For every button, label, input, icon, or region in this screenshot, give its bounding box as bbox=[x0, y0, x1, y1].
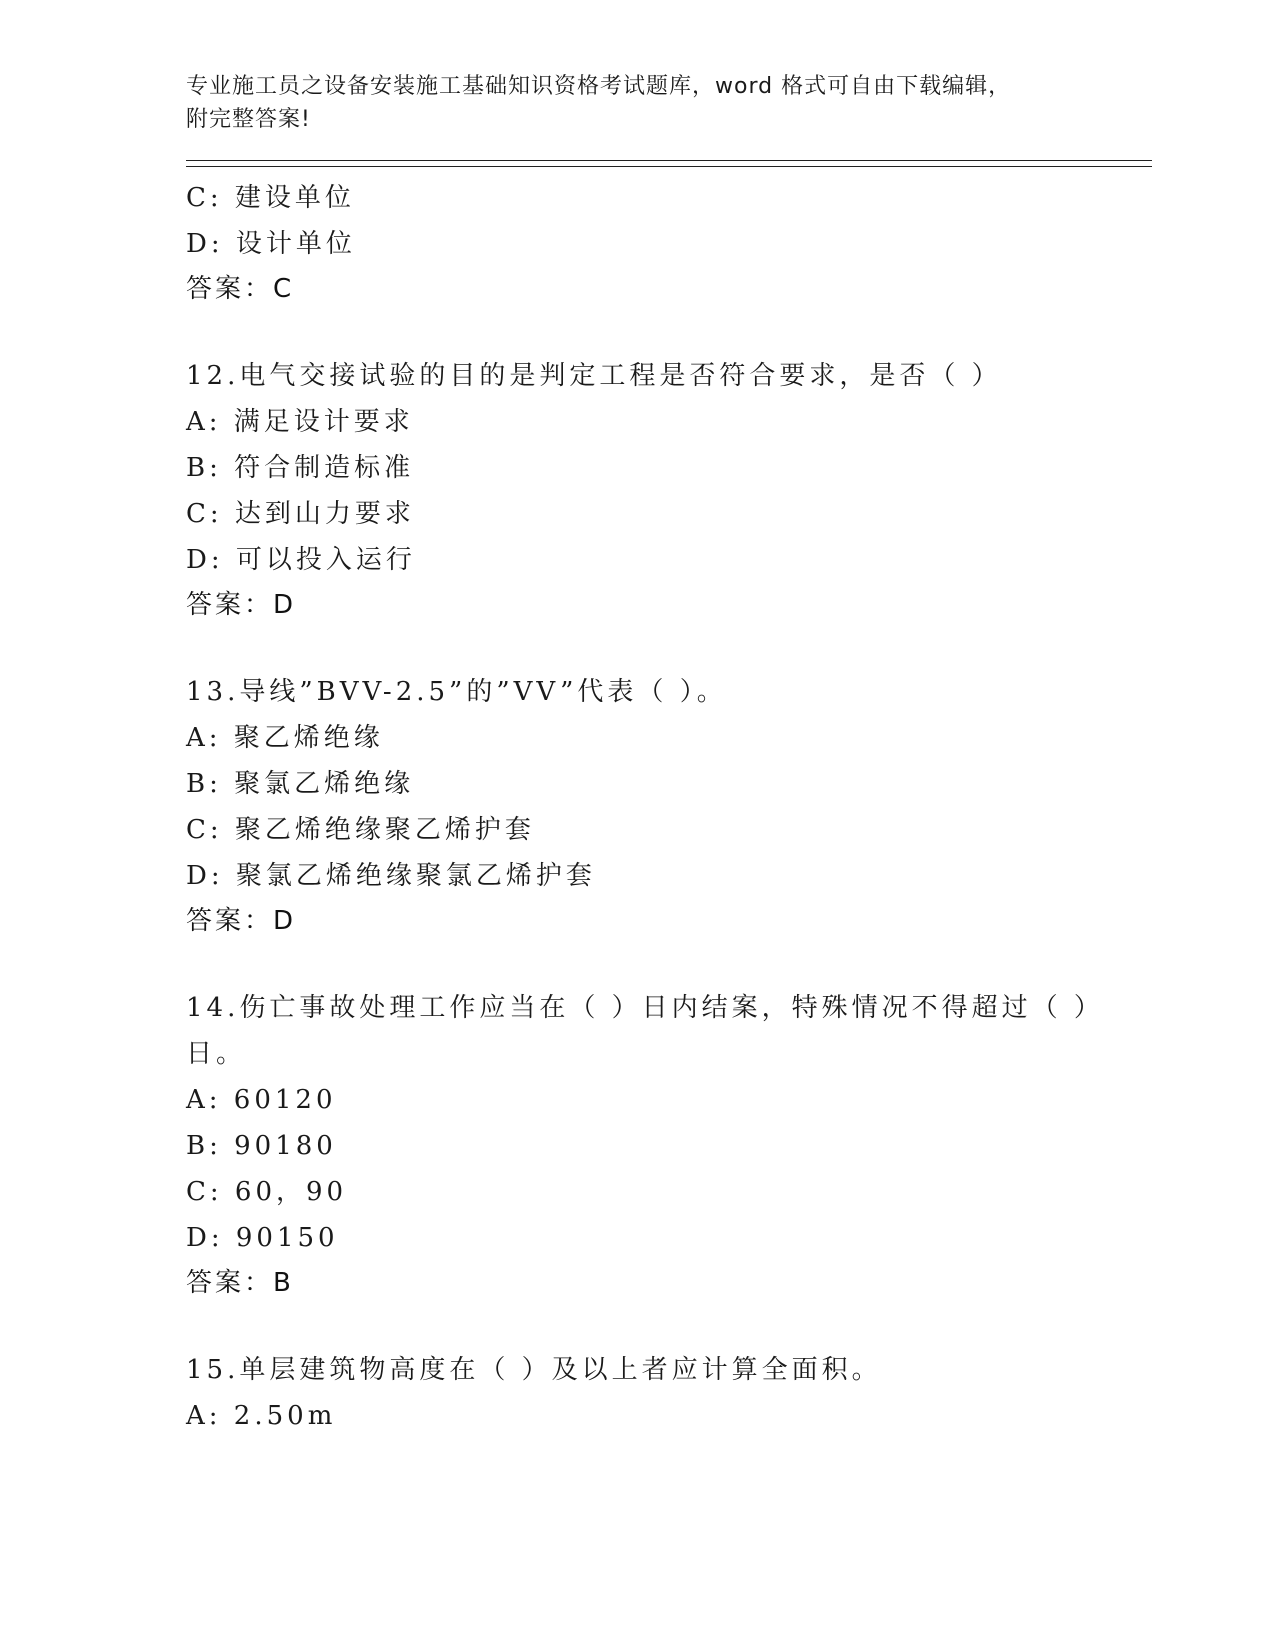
question-list bbox=[186, 175, 1146, 1439]
document-header bbox=[186, 70, 1146, 136]
answer-line: 答案：C bbox=[186, 274, 295, 304]
question-stem-line-1: 14.伤亡事故处理工作应当在（ ）日内结案，特殊情况不得超过（ ） bbox=[186, 993, 1104, 1023]
question-11-tail bbox=[186, 175, 1146, 311]
question-12 bbox=[186, 353, 1146, 627]
question-stem: 13.导线”BVV-2.5”的”VV”代表（ ）。 bbox=[186, 677, 727, 707]
option-c: C: 达到山力要求 bbox=[186, 499, 415, 529]
option-c: C: 聚乙烯绝缘聚乙烯护套 bbox=[186, 815, 535, 845]
option-c: C: 60，90 bbox=[186, 1177, 348, 1207]
option-d: D: 聚氯乙烯绝缘聚氯乙烯护套 bbox=[186, 861, 596, 891]
spacer bbox=[186, 943, 1146, 985]
option-d: D: 可以投入运行 bbox=[186, 545, 416, 575]
question-14 bbox=[186, 985, 1146, 1305]
option-d: D: 设计单位 bbox=[186, 229, 356, 259]
question-stem: 15.单层建筑物高度在（ ）及以上者应计算全面积。 bbox=[186, 1355, 882, 1385]
option-a: A: 60120 bbox=[186, 1085, 337, 1115]
option-b: B: 符合制造标准 bbox=[186, 453, 415, 483]
question-stem-line-2: 日。 bbox=[186, 1039, 247, 1069]
option-b: B: 90180 bbox=[186, 1131, 337, 1161]
header-line-2: 附完整答案! bbox=[186, 107, 311, 132]
option-d: D: 90150 bbox=[186, 1223, 339, 1253]
document-page bbox=[186, 70, 1146, 1439]
question-15 bbox=[186, 1347, 1146, 1439]
answer-line: 答案：D bbox=[186, 590, 297, 620]
spacer bbox=[186, 627, 1146, 669]
answer-line: 答案：B bbox=[186, 1268, 294, 1298]
answer-line: 答案：D bbox=[186, 906, 297, 936]
question-13 bbox=[186, 669, 1146, 943]
option-a: A: 2.50m bbox=[186, 1401, 337, 1431]
question-stem: 12.电气交接试验的目的是判定工程是否符合要求，是否（ ） bbox=[186, 361, 1002, 391]
spacer bbox=[186, 1305, 1146, 1347]
option-c: C: 建设单位 bbox=[186, 183, 355, 213]
option-a: A: 聚乙烯绝缘 bbox=[186, 723, 384, 753]
option-a: A: 满足设计要求 bbox=[186, 407, 414, 437]
spacer bbox=[186, 311, 1146, 353]
option-b: B: 聚氯乙烯绝缘 bbox=[186, 769, 415, 799]
header-divider bbox=[186, 160, 1152, 167]
header-line-1: 专业施工员之设备安装施工基础知识资格考试题库，word 格式可自由下载编辑， bbox=[186, 74, 1012, 99]
